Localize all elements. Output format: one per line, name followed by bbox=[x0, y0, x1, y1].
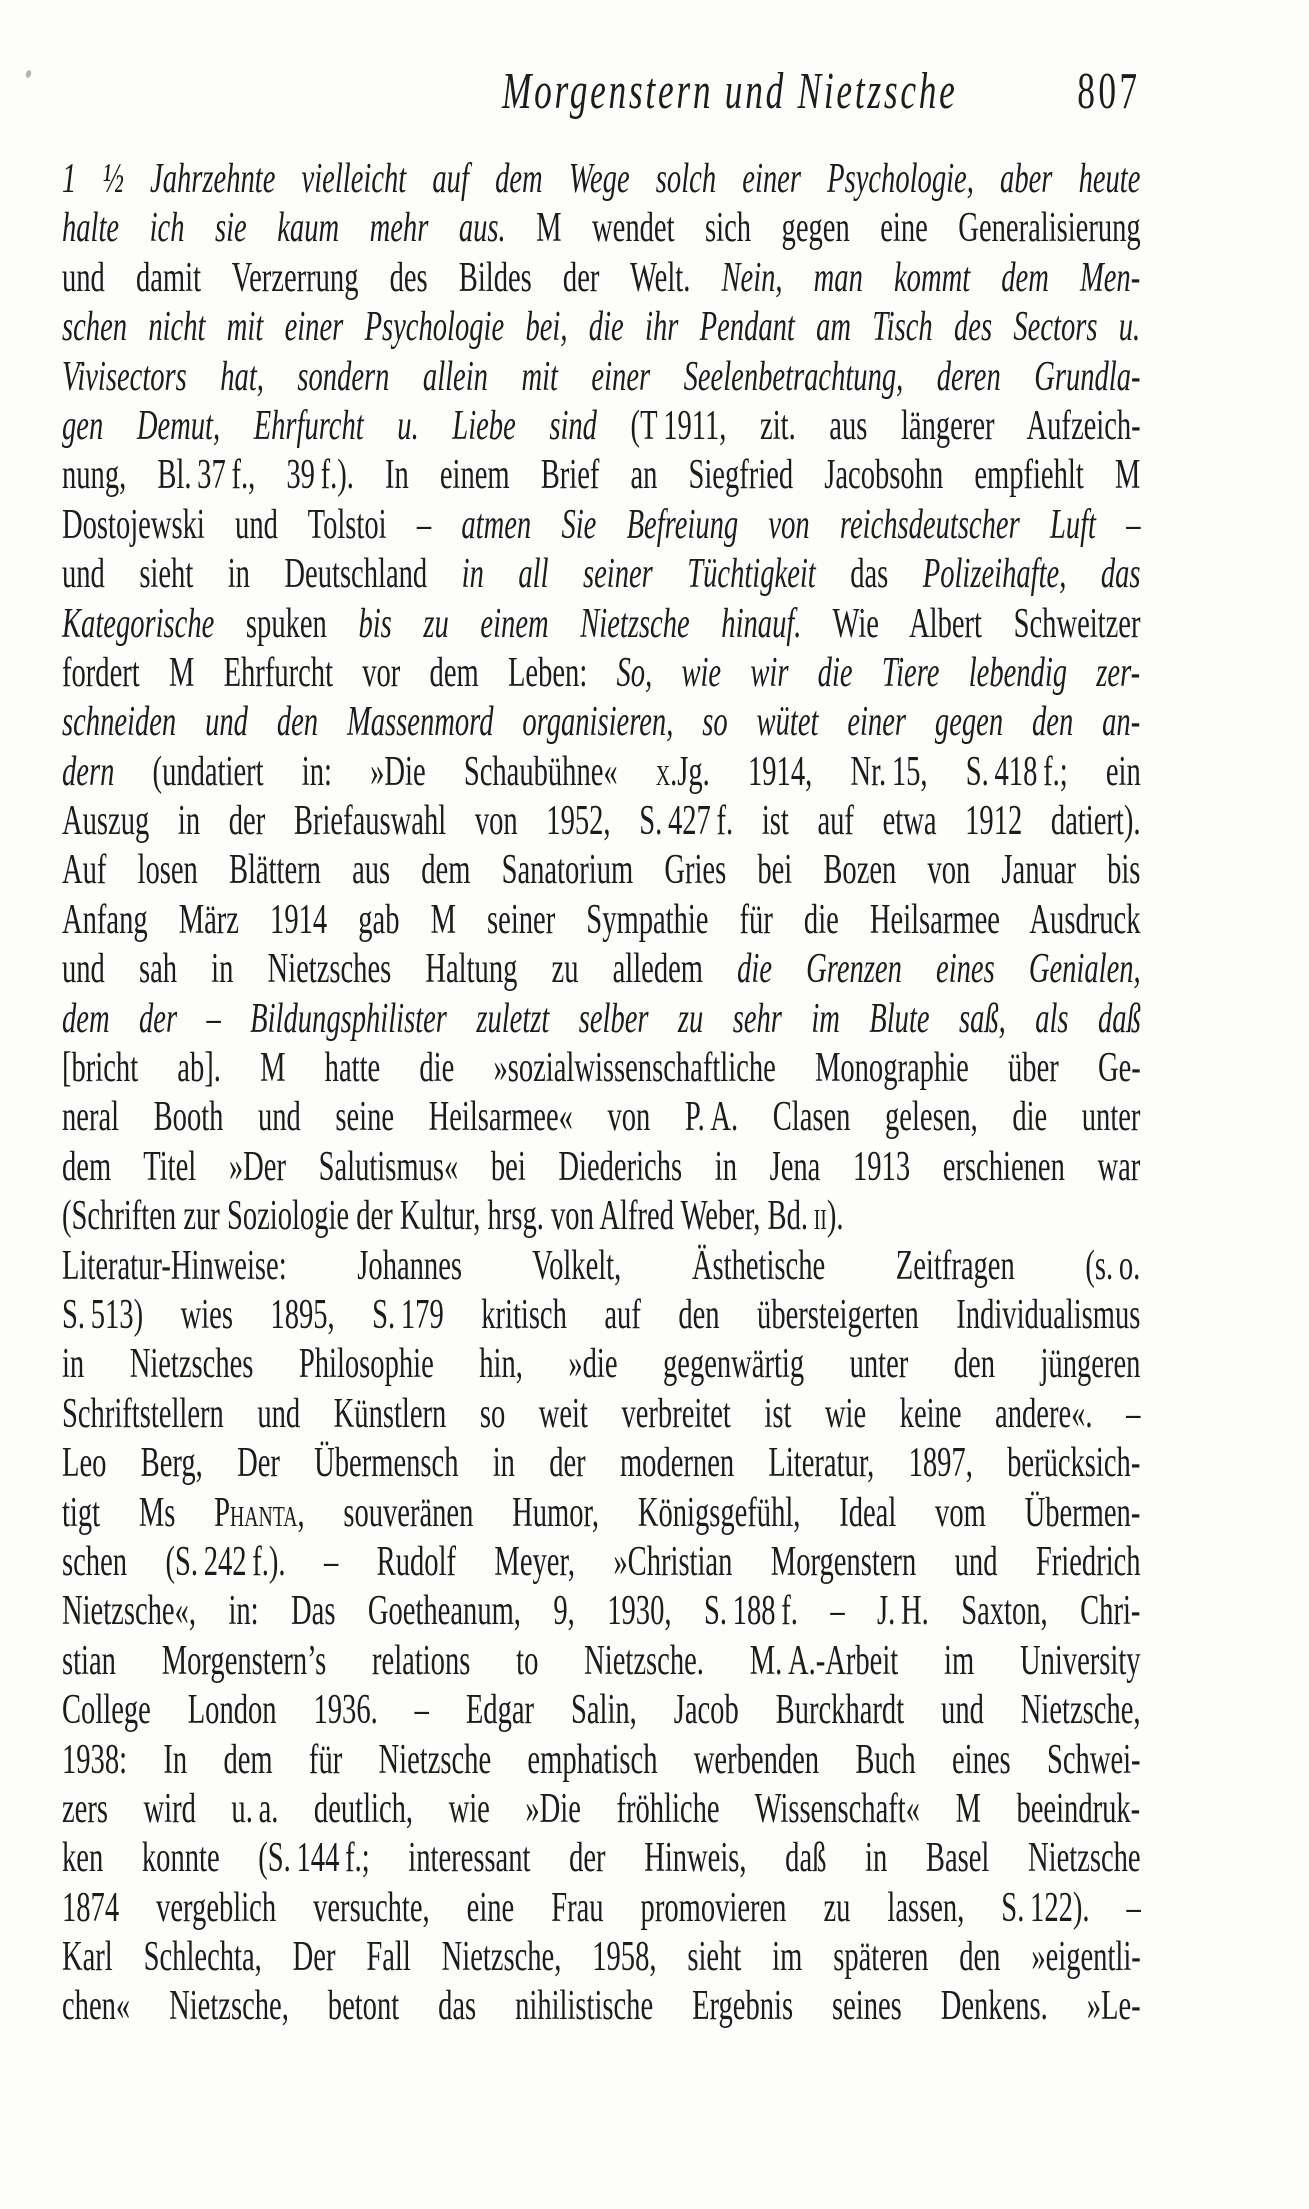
roman-segment: und sieht in Deutschland bbox=[62, 551, 462, 598]
running-title: Morgenstern und Nietzsche bbox=[501, 63, 958, 120]
text-line bbox=[62, 1439, 1140, 1488]
text-line bbox=[62, 1192, 1140, 1241]
text-line-content bbox=[62, 698, 1140, 747]
roman-segment: schen (S. 242 f.). – Rudolf Meyer, »Christian Morgenstern und Friedrich bbox=[62, 1538, 1141, 1585]
text-line-content bbox=[62, 155, 1140, 204]
text-line-content bbox=[62, 1982, 1141, 2031]
text-line bbox=[62, 353, 1140, 402]
text-line-content bbox=[62, 353, 1141, 402]
text-line-content bbox=[62, 1340, 1140, 1389]
text-line bbox=[62, 600, 1140, 649]
roman-segment: in Nietzsches Philosophie hin, »die gegenwärtig unter den jüngeren bbox=[62, 1341, 1141, 1388]
text-line bbox=[62, 501, 1140, 550]
text-line bbox=[62, 550, 1140, 599]
small-caps-segment: ii bbox=[813, 1193, 827, 1240]
text-line bbox=[62, 303, 1140, 352]
text-line bbox=[62, 945, 1140, 994]
text-line-content bbox=[62, 649, 1140, 698]
text-line bbox=[62, 1489, 1140, 1538]
roman-segment: Anfang März 1914 gab M seiner Sympathie für die Heilsarmee Ausdruck bbox=[62, 896, 1141, 943]
text-line bbox=[62, 1884, 1140, 1933]
text-line-content bbox=[62, 254, 1140, 303]
text-line bbox=[62, 1538, 1140, 1587]
text-line-content bbox=[62, 451, 1140, 500]
text-line-content bbox=[62, 204, 1141, 253]
text-line-content bbox=[62, 1044, 1141, 1093]
roman-segment: Dostojewski und Tolstoi – bbox=[62, 501, 462, 548]
roman-segment: Karl Schlechta, Der Fall Nietzsche, 1958, sieht im späteren den »eigentli- bbox=[62, 1934, 1141, 1981]
text-line-content bbox=[62, 1933, 1141, 1982]
text-line-content bbox=[62, 501, 1141, 550]
roman-segment: ). bbox=[826, 1193, 844, 1240]
text-line-content bbox=[62, 1538, 1141, 1587]
italic-segment: dem der – Bildungsphilister zuletzt selber zu sehr im Blute saß, als daß bbox=[62, 995, 1141, 1042]
roman-segment: chen« Nietzsche, betont das nihilistische Ergebnis seines Denkens. »Le- bbox=[62, 1983, 1141, 2030]
text-line-content bbox=[62, 1686, 1141, 1735]
text-line-content bbox=[62, 1291, 1140, 1340]
text-line bbox=[62, 1242, 1140, 1291]
roman-segment: S. 513) wies 1895, S. 179 kritisch auf den übersteigerten Individualismus bbox=[62, 1291, 1141, 1338]
italic-segment: Polizeihafte, das bbox=[922, 551, 1141, 598]
italic-segment: atmen Sie Befreiung von reichsdeutscher Luft – bbox=[461, 501, 1141, 548]
roman-segment: Auf losen Blättern aus dem Sanatorium Gries bei Bozen von Januar bis bbox=[62, 847, 1141, 894]
roman-segment: Literatur-Hinweise: Johannes Volkelt, Ästhetische Zeitfragen (s. o. bbox=[62, 1242, 1141, 1289]
roman-segment: neral Booth und seine Heilsarmee« von P. A. Clasen gelesen, die unter bbox=[62, 1094, 1141, 1141]
text-line-content bbox=[62, 1884, 1141, 1933]
italic-segment: schen nicht mit einer Psychologie bei, die ihr Pendant am Tisch des Sectors u. bbox=[62, 304, 1141, 351]
text-line-content bbox=[62, 303, 1140, 352]
text-line bbox=[62, 1143, 1140, 1192]
roman-segment: tigt Ms bbox=[62, 1489, 215, 1536]
italic-segment: 1 ½ Jahrzehnte vielleicht auf dem Wege solch einer Psychologie, aber heute bbox=[62, 156, 1141, 202]
roman-segment: Leo Berg, Der Übermensch in der modernen Literatur, 1897, berücksich- bbox=[62, 1440, 1141, 1487]
italic-segment: halte ich sie kaum mehr aus. bbox=[62, 205, 506, 252]
italic-segment: gen Demut, Ehrfurcht u. Liebe sind bbox=[62, 402, 631, 449]
text-line-content bbox=[62, 945, 1141, 994]
text-line bbox=[62, 896, 1140, 945]
roman-segment: M wendet sich gegen eine Generalisierung bbox=[505, 205, 1141, 252]
italic-segment: in all seiner Tüchtigkeit bbox=[461, 551, 816, 598]
italic-segment: So, wie wir die Tiere lebendig zer- bbox=[616, 649, 1141, 696]
running-head bbox=[62, 63, 1140, 121]
text-line bbox=[62, 1637, 1140, 1686]
scan-artifact-speck bbox=[25, 69, 32, 78]
roman-segment: Nietzsche«, in: Das Goetheanum, 9, 1930, S. 188 f. – J. H. Saxton, Chri- bbox=[62, 1588, 1141, 1635]
text-line bbox=[62, 204, 1140, 253]
text-line bbox=[62, 846, 1140, 895]
text-line bbox=[62, 254, 1140, 303]
small-caps-segment: x bbox=[655, 748, 671, 795]
roman-segment: dem Titel »Der Salutismus« bei Diederichs in Jena 1913 erschienen war bbox=[62, 1143, 1141, 1190]
text-line bbox=[62, 451, 1140, 500]
text-line-content bbox=[62, 1489, 1140, 1538]
text-line-content bbox=[62, 1587, 1140, 1636]
text-line-content bbox=[62, 1192, 844, 1241]
text-line-content bbox=[62, 1390, 1140, 1439]
roman-segment: College London 1936. – Edgar Salin, Jacob Burckhardt und Nietzsche, bbox=[62, 1687, 1141, 1734]
roman-segment: .Jg. 1914, Nr. 15, S. 418 f.; ein bbox=[670, 748, 1141, 795]
roman-segment: [bricht ab]. M hatte die »sozialwissenschaftliche Monographie über Ge- bbox=[62, 1045, 1141, 1092]
roman-segment: , souveränen Humor, Königsgefühl, Ideal vom Übermen- bbox=[297, 1489, 1141, 1536]
italic-segment: bis zu einem Nietzsche hinauf. bbox=[358, 600, 802, 647]
text-line bbox=[62, 1933, 1140, 1982]
roman-segment: zers wird u. a. deutlich, wie »Die fröhliche Wissenschaft« M beeindruk- bbox=[62, 1785, 1141, 1832]
text-line-content bbox=[62, 600, 1140, 649]
italic-segment: schneiden und den Massenmord organisieren, so wütet einer gegen den an- bbox=[62, 699, 1141, 746]
roman-segment: ken konnte (S. 144 f.; interessant der Hinweis, daß in Basel Nietzsche bbox=[62, 1835, 1141, 1882]
text-line-content bbox=[62, 402, 1141, 451]
text-line bbox=[62, 797, 1140, 846]
text-line-content bbox=[62, 1637, 1141, 1686]
text-line-content bbox=[62, 748, 1141, 797]
roman-segment: (T 1911, zit. aus längerer Aufzeich- bbox=[630, 402, 1141, 449]
text-line-content bbox=[62, 1242, 1140, 1291]
text-line bbox=[62, 1785, 1140, 1834]
italic-segment: die Grenzen eines Genialen, bbox=[737, 946, 1141, 993]
text-line bbox=[62, 1834, 1140, 1883]
italic-segment: dern bbox=[62, 748, 115, 795]
text-line bbox=[62, 748, 1140, 797]
text-line bbox=[62, 1982, 1140, 2031]
roman-segment: nung, Bl. 37 f., 39 f.). In einem Brief an Siegfried Jacobsohn empfiehlt M bbox=[62, 452, 1141, 499]
text-line bbox=[62, 1093, 1140, 1142]
text-line bbox=[62, 1736, 1140, 1785]
body-text-block bbox=[62, 155, 1309, 2032]
text-line bbox=[62, 995, 1140, 1044]
text-line-content bbox=[62, 1439, 1140, 1488]
italic-segment: Kategorische bbox=[62, 600, 215, 647]
text-line-content bbox=[62, 797, 1141, 846]
text-line-content bbox=[62, 1093, 1140, 1142]
roman-segment: 1874 vergeblich versuchte, eine Frau promovieren zu lassen, S. 122). – bbox=[62, 1884, 1141, 1931]
roman-segment: fordert M Ehrfurcht vor dem Leben: bbox=[62, 649, 617, 696]
text-line bbox=[62, 155, 1140, 204]
text-line bbox=[62, 1340, 1140, 1389]
text-line bbox=[62, 1291, 1140, 1340]
text-line-content bbox=[62, 1143, 1140, 1192]
roman-segment: Auszug in der Briefauswahl von 1952, S. 427 f. ist auf etwa 1912 datiert). bbox=[62, 798, 1141, 845]
text-line bbox=[62, 1390, 1140, 1439]
text-line bbox=[62, 1044, 1140, 1093]
italic-segment: Nein, man kommt dem Men- bbox=[721, 254, 1141, 301]
roman-segment: Wie Albert Schweitzer bbox=[801, 600, 1141, 647]
small-caps-segment: Phanta bbox=[214, 1489, 298, 1536]
text-line-content bbox=[62, 550, 1141, 599]
roman-segment: spuken bbox=[214, 600, 359, 647]
roman-segment: (Schriften zur Soziologie der Kultur, hrsg. von Alfred Weber, Bd. bbox=[62, 1193, 814, 1240]
text-line-content bbox=[62, 1785, 1140, 1834]
text-line-content bbox=[62, 896, 1140, 945]
text-line-content bbox=[62, 1736, 1141, 1785]
text-line bbox=[62, 649, 1140, 698]
text-line bbox=[62, 698, 1140, 747]
roman-segment: das bbox=[815, 551, 923, 598]
roman-segment: (undatiert in: »Die Schaubühne« bbox=[114, 748, 656, 795]
text-line bbox=[62, 402, 1140, 451]
roman-segment: und sah in Nietzsches Haltung zu alledem bbox=[62, 946, 738, 993]
text-line-content bbox=[62, 846, 1140, 895]
roman-segment: Schriftstellern und Künstlern so weit verbreitet ist wie keine andere«. – bbox=[62, 1390, 1141, 1437]
text-line bbox=[62, 1686, 1140, 1735]
text-line bbox=[62, 1587, 1140, 1636]
italic-segment: Vivisectors hat, sondern allein mit einer Seelenbetrachtung, deren Grundla- bbox=[62, 353, 1141, 400]
page-number: 807 bbox=[1077, 63, 1141, 120]
roman-segment: stian Morgenstern’s relations to Nietzsche. M. A.-Arbeit im University bbox=[62, 1637, 1141, 1684]
text-line-content bbox=[62, 1834, 1141, 1883]
roman-segment: und damit Verzerrung des Bildes der Welt. bbox=[62, 254, 722, 301]
roman-segment: 1938: In dem für Nietzsche emphatisch werbenden Buch eines Schwei- bbox=[62, 1736, 1141, 1783]
text-line-content bbox=[62, 995, 1141, 1044]
